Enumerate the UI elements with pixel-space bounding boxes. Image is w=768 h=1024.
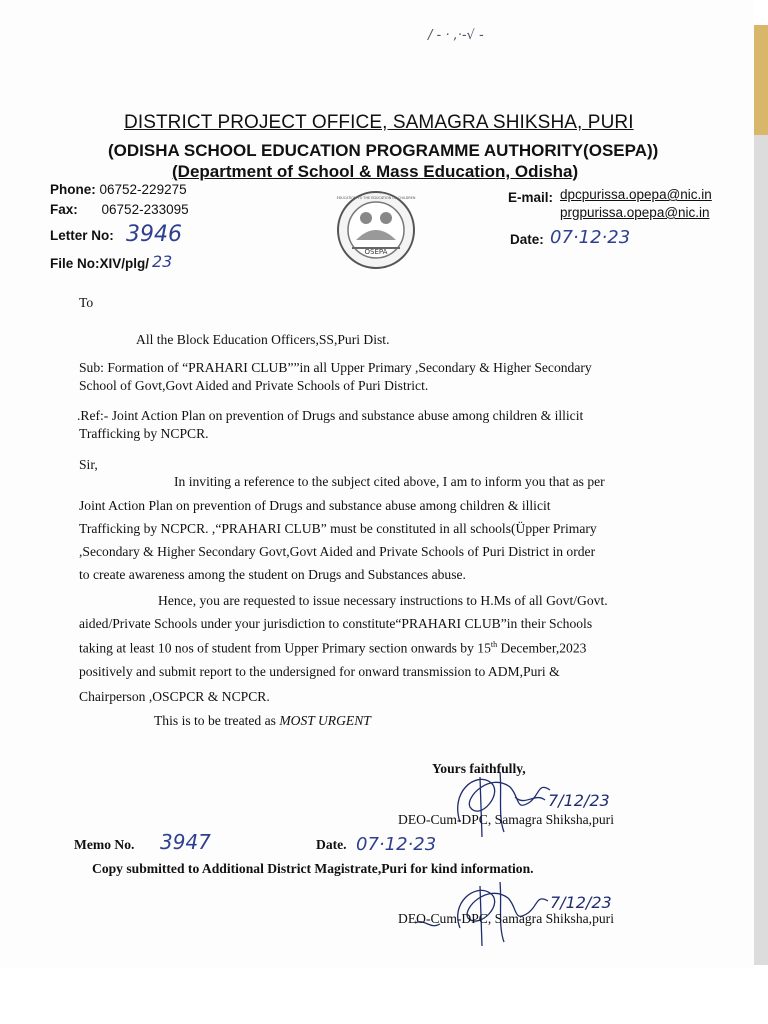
file-no-value: 23: [152, 252, 173, 271]
urgent-prefix: This is to be treated as: [154, 713, 280, 728]
signature-2: [410, 868, 620, 948]
para2-line-2: aided/Private Schools under your jurisdiction to constitute“PRAHARI CLUB”in their Schools: [79, 616, 593, 631]
phone-label: Phone:: [50, 182, 96, 197]
memo-no: 3947: [160, 830, 211, 854]
ref-line-2: Trafficking by NCPCR.: [79, 426, 209, 441]
subject-line-2: School of Govt,Govt Aided and Private Schools of Puri District.: [79, 378, 429, 393]
email-2[interactable]: prgpurissa.opepa@nic.in: [560, 205, 710, 220]
para1-line-1: In inviting a reference to the subject cited above, I am to inform you that as per: [174, 474, 605, 489]
para1-line-4: ,Secondary & Higher Secondary Govt,Govt Aided and Private Schools of Puri District in order: [79, 544, 596, 559]
para2-line-3b: December,2023: [497, 640, 587, 656]
para2-sup: th: [490, 640, 498, 649]
authority-title: (ODISHA SCHOOL EDUCATION PROGRAMME AUTHORITY(OSEPA)): [108, 141, 659, 160]
letter-no-label: Letter No:: [50, 228, 114, 243]
signature-2-date: 7/12/23: [550, 893, 612, 912]
top-scribble: / - · ,·-√ -: [428, 28, 484, 43]
department-title: (Department of School & Mass Education, Odisha): [172, 162, 579, 181]
fax-row: [50, 202, 189, 217]
para2-line-1: Hence, you are requested to issue necessary instructions to H.Ms of all Govt/Govt.: [158, 593, 608, 608]
letter-no-value: 3946: [126, 222, 182, 247]
page-edge-shadow: [752, 25, 768, 965]
urgent-emphasis: MOST URGENT: [279, 713, 371, 728]
logo-subtext: EDUCATION TO THE EDUCATION OF CHILDREN: [336, 196, 416, 200]
logo-label: OSEPA: [364, 248, 388, 256]
copy-line: Copy submitted to Additional District Magistrate,Puri for kind information.: [92, 861, 534, 876]
para2-line-3a: taking at least 10 nos of student from Upper Primary section onwards by 15: [79, 640, 491, 656]
designation-2: DEO-Cum-DPC, Samagra Shiksha,puri: [398, 911, 614, 926]
memo-label: Memo No.: [74, 837, 135, 852]
email-1[interactable]: dpcpurissa.opepa@nic.in: [560, 187, 712, 202]
para2-line-4: positively and submit report to the undersigned for onward transmission to ADM,Puri &: [79, 664, 560, 679]
ref-line-1: .Ref:- Joint Action Plan on prevention of Drugs and substance abuse among children & illicit: [77, 408, 584, 423]
to-label: To: [79, 295, 94, 310]
addressee: All the Block Education Officers,SS,Puri Dist.: [136, 332, 390, 347]
date-value: 07·12·23: [550, 227, 631, 248]
para1-line-2: Joint Action Plan on prevention of Drugs and substance abuse among children & illicit: [79, 498, 551, 513]
phone-row: [50, 182, 187, 197]
para2-line-3: [79, 641, 586, 655]
phone-value: 06752-229275: [99, 182, 187, 197]
signature-1: [420, 752, 620, 842]
para1-line-5: to create awareness among the student on Drugs and Substances abuse.: [79, 567, 466, 582]
signature-1-date: 7/12/23: [548, 791, 610, 810]
closing: Yours faithfully,: [432, 761, 526, 776]
salutation: Sir,: [79, 457, 98, 472]
fax-value: 06752-233095: [101, 202, 189, 217]
osepa-logo: [334, 190, 418, 270]
memo-date-label: Date.: [316, 837, 347, 852]
urgent-line: [154, 714, 371, 728]
date-label: Date:: [510, 232, 544, 247]
office-title: DISTRICT PROJECT OFFICE, SAMAGRA SHIKSHA, PURI: [124, 112, 634, 133]
file-no-label: File No:XIV/plg/: [50, 256, 150, 271]
fax-label: Fax:: [50, 202, 78, 217]
designation-1: DEO-Cum-DPC, Samagra Shiksha,puri: [398, 812, 614, 827]
para2-line-5: Chairperson ,OSCPCR & NCPCR.: [79, 689, 270, 704]
page-edge-tan: [754, 25, 768, 135]
memo-date: 07·12·23: [356, 834, 437, 855]
para1-line-3: Trafficking by NCPCR. ,“PRAHARI CLUB” must be constituted in all schools(Üpper Primary: [79, 521, 597, 536]
subject-line-1: Sub: Formation of “PRAHARI CLUB””in all Upper Primary ,Secondary & Higher Secondary: [79, 360, 592, 375]
email-label: E-mail:: [508, 190, 554, 205]
